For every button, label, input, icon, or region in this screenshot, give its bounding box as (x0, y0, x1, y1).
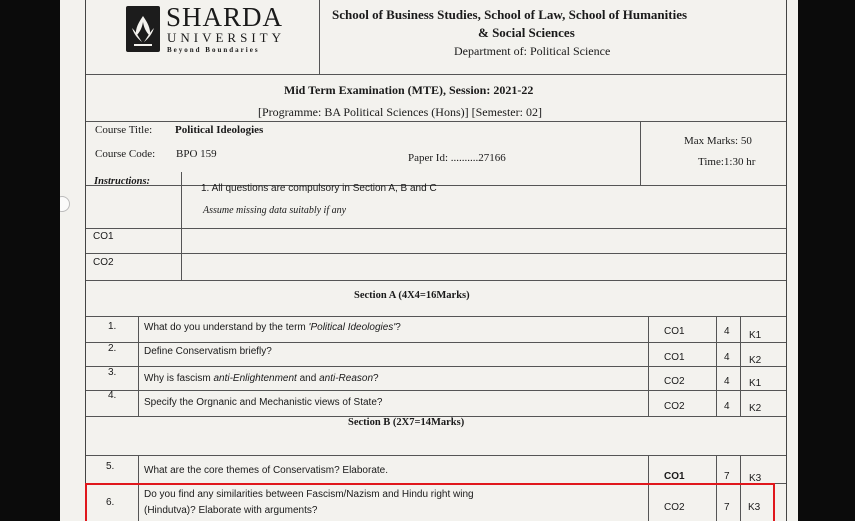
instruction-2: Assume missing data suitably if any (203, 205, 347, 216)
question-number: 1. (108, 321, 117, 332)
question-number: 2. (108, 343, 117, 354)
question-text: Specify the Orgnanic and Mechanistic views of State? (144, 397, 383, 408)
question-number: 4. (108, 390, 117, 401)
question-k: K3 (749, 473, 762, 484)
max-marks: Max Marks: 50 (684, 135, 752, 147)
rule (86, 455, 786, 456)
question-text: What do you understand by the term 'Political Ideologies'? (144, 322, 401, 333)
department: Department of: Political Science (454, 44, 611, 58)
rule (86, 74, 786, 75)
question-co: CO1 (664, 352, 685, 363)
question-number: 5. (106, 461, 115, 472)
question-marks: 4 (724, 352, 730, 363)
rule (86, 390, 786, 391)
question-co: CO2 (664, 376, 685, 387)
question-k: K2 (749, 355, 762, 366)
question-text: What are the core themes of Conservatism? Elaborate. (144, 465, 389, 476)
instructions-label: Instructions: (94, 176, 151, 187)
rule (86, 366, 786, 367)
question-k: K3 (748, 502, 761, 513)
university-name: SHARDA (166, 2, 284, 32)
university-tagline: Beyond Boundaries (167, 46, 260, 54)
paper-id: Paper Id: ..........27166 (408, 152, 506, 164)
university-logo-icon (126, 6, 160, 52)
question-text: Why is fascism anti-Enlightenment and anti-Reason? (144, 373, 379, 384)
max-marks-divider (640, 121, 641, 185)
question-text-line-1: Do you find any similarities between Fascism/Nazism and Hindu right wing (144, 489, 474, 500)
rule (86, 253, 786, 254)
course-title-label: Course Title: (95, 124, 153, 136)
instructions-divider (181, 172, 182, 228)
question-co: CO2 (664, 502, 685, 513)
question-number: 3. (108, 367, 117, 378)
instruction-1: 1. All questions are compulsory in Section A, B and C (201, 183, 437, 194)
rule (86, 228, 786, 229)
question-k: K1 (749, 330, 762, 341)
time: Time:1:30 hr (698, 156, 756, 168)
question-co: CO1 (664, 471, 685, 482)
question-marks: 4 (724, 376, 730, 387)
question-marks: 4 (724, 401, 730, 412)
question-co: CO2 (664, 401, 685, 412)
punch-hole-top (60, 196, 70, 212)
co-divider (181, 228, 182, 280)
exam-sheet (85, 0, 787, 521)
exam-title: Mid Term Examination (MTE), Session: 2021-22 (284, 83, 534, 97)
header-divider (319, 0, 320, 74)
question-number: 6. (106, 497, 115, 508)
highlighted-question-box (85, 483, 775, 521)
question-marks: 4 (724, 326, 730, 337)
schools-line-2: & Social Sciences (478, 25, 575, 40)
exam-programme: [Programme: BA Political Sciences (Hons)] [Semester: 02] (258, 105, 542, 119)
question-co: CO1 (664, 326, 685, 337)
course-outcome-1: CO1 (93, 231, 114, 242)
course-code-label: Course Code: (95, 148, 156, 160)
question-marks: 7 (724, 471, 730, 482)
rule (86, 316, 786, 317)
course-code-value: BPO 159 (176, 148, 217, 160)
section-b-heading: Section B (2X7=14Marks) (348, 417, 465, 428)
question-k: K2 (749, 403, 762, 414)
question-text: Define Conservatism briefly? (144, 346, 272, 357)
question-k: K1 (749, 378, 762, 389)
exam-paper (60, 0, 798, 521)
schools-line-1: School of Business Studies, School of Law, School of Humanities (332, 7, 688, 22)
question-text-line-2: (Hindutva)? Elaborate with arguments? (144, 505, 318, 516)
course-outcome-2: CO2 (93, 257, 114, 268)
rule (86, 280, 786, 281)
rule (86, 342, 786, 343)
rule (86, 121, 786, 122)
section-a-heading: Section A (4X4=16Marks) (354, 290, 470, 301)
course-title-value: Political Ideologies (175, 124, 264, 136)
university-sub: UNIVERSITY (167, 30, 285, 45)
question-marks: 7 (724, 502, 730, 513)
